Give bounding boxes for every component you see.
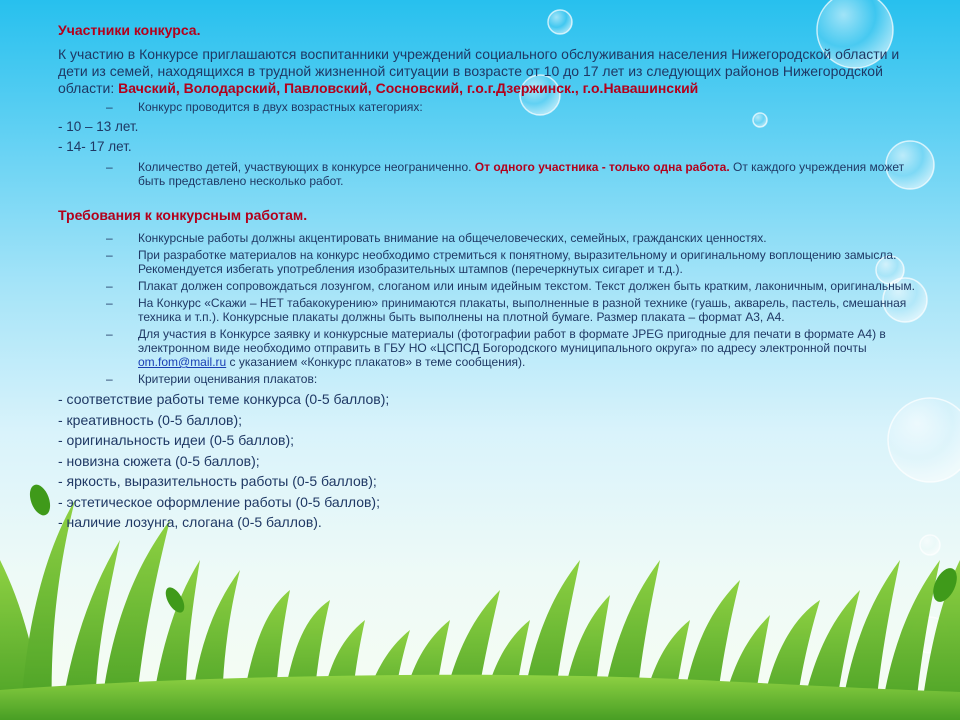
criteria-item: - эстетическое оформление работы (0-5 баллов); <box>58 493 380 510</box>
participants-heading: Участники конкурса. <box>58 22 201 38</box>
bullet-dash: – <box>106 327 113 341</box>
bullet-dash: – <box>106 372 113 386</box>
bullet-dash: – <box>106 160 113 174</box>
age-category-2: - 14- 17 лет. <box>58 139 132 154</box>
requirement-item: – При разработке материалов на конкурс необходимо стремиться к понятному, выразительному и оригинальному воплощению замысла. Рекомендуется избегать употребления изобразительных штампов (перечеркнутых сигарет и т.д.). <box>106 248 897 276</box>
slide-content <box>58 22 918 533</box>
criteria-item: - креативность (0-5 баллов); <box>58 411 243 428</box>
criteria-item: - яркость, выразительность работы (0-5 баллов); <box>58 473 377 489</box>
criteria-item: - наличие лозунга, слогана (0-5 баллов). <box>58 514 322 530</box>
bullet-dash: – <box>106 231 113 245</box>
bullet-dash: – <box>106 248 113 262</box>
requirement-item: – Конкурсные работы должны акцентировать внимание на общечеловеческих, семейных, гражданских ценностях. <box>106 231 767 245</box>
requirement-item: – На Конкурс «Скажи – НЕТ табакокурению» принимаются плакаты, выполненные в разной технике (гуашь, акварель, пастель, смешанная техника и т.п.). Конкурсные плакаты должны быть выполнены на плотной бумаге. Размер плаката – формат А3, А4. <box>106 296 907 324</box>
criteria-item: - оригинальность идеи (0-5 баллов); <box>58 432 294 448</box>
requirement-item: – Плакат должен сопровождаться лозунгом, слоганом или иным идейным текстом. Текст должен быть кратким, лаконичным, оригинальным. <box>106 279 915 293</box>
bullet-dash: – <box>106 100 113 114</box>
email-link[interactable]: om.fom@mail.ru <box>138 355 227 369</box>
grass <box>0 500 960 720</box>
criteria-item: - новизна сюжета (0-5 баллов); <box>58 452 260 469</box>
intro-text: К участию в Конкурсе приглашаются воспитанники учреждений социального обслуживания населения Нижегородской области и дети из семей, находящихся в трудной жизненной ситуации в возрасте от 10 до 17 лет из следующих районов Нижегородской области: <box>58 46 900 96</box>
criteria-item: - соответствие работы теме конкурса (0-5 баллов); <box>58 391 390 407</box>
bullet-dash: – <box>106 279 113 293</box>
districts-list: Вачский, Володарский, Павловский, Сосновский, г.о.г.Дзержинск., г.о.Навашинский <box>118 80 699 96</box>
age-category-1: - 10 – 13 лет. <box>58 119 139 134</box>
criteria-list <box>58 389 918 533</box>
participant-count-note: – Количество детей, участвующих в конкурсе неограниченно. От одного участника - только одна работа. От каждого учреждения может быть представлено несколько работ. <box>106 160 905 188</box>
requirements-heading: Требования к конкурсным работам. <box>58 207 308 223</box>
participants-intro <box>58 46 918 97</box>
bullet-dash: – <box>106 296 113 310</box>
criteria-heading: – Критерии оценивания плакатов: <box>106 372 318 386</box>
age-note: – Конкурс проводится в двух возрастных категориях: <box>106 100 423 114</box>
submission-instructions: – Для участия в Конкурсе заявку и конкурсные материалы (фотографии работ в формате JPEG пригодные для печати в формате А4) в электронном виде необходимо отправить в ГБУ НО «ЦСПСД Богородского муниципального округа» по адресу электронной почты om.fom@mail.ru с указанием «Конкурс плакатов» в теме сообщения). <box>106 327 886 369</box>
